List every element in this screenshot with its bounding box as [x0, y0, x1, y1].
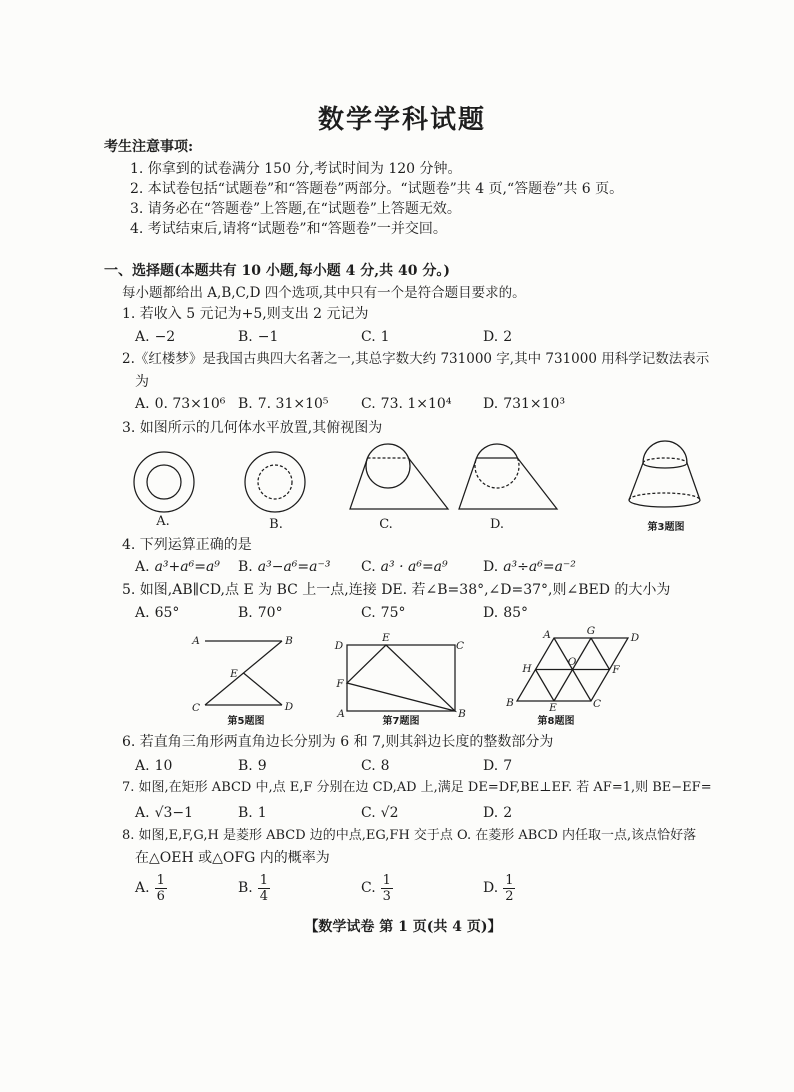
numerator: 1: [156, 872, 165, 888]
notice-item-1: 1. 你拿到的试卷满分 150 分,考试时间为 120 分钟。: [130, 161, 462, 177]
point-label-d: D: [334, 640, 344, 652]
notice-item-2: 2. 本试卷包括“试题卷”和“答题卷”两部分。“试题卷”共 4 页,“答题卷”共 6 页。: [130, 181, 624, 197]
point-label-a: A: [192, 635, 200, 647]
option-text: 0. 73×10⁶: [154, 396, 226, 412]
segment-he: [536, 670, 555, 702]
option-text: a³ · a⁶=a⁹: [380, 559, 448, 575]
point-label-g: G: [586, 625, 596, 637]
point-label-b: B: [285, 635, 293, 647]
option-label: A.: [135, 396, 150, 412]
option-label: B.: [238, 329, 253, 345]
q3-figure-label-a: A.: [156, 514, 170, 529]
trapezoid: [459, 458, 557, 509]
option-label: B.: [238, 805, 253, 821]
option-label: A.: [135, 605, 150, 621]
option-label: A.: [135, 329, 150, 345]
option-text: 1: [257, 805, 267, 821]
q7-figure-caption: 第7题图: [382, 716, 420, 727]
q3-figure-label-b: B.: [269, 517, 283, 532]
q3-stem: 3. 如图所示的几何体水平放置,其俯视图为: [122, 420, 383, 436]
option-label: C.: [361, 880, 376, 896]
option-label: C.: [361, 329, 376, 345]
top-ellipse-front: [643, 463, 687, 468]
option-text: 70°: [257, 605, 283, 621]
point-label-d: D: [630, 632, 640, 644]
q1-stem: 1. 若收入 5 元记为+5,则支出 2 元记为: [122, 306, 369, 322]
point-label-c: C: [592, 698, 602, 710]
option-label: D.: [483, 396, 499, 412]
option-label: A.: [135, 758, 150, 774]
segment-gf: [591, 638, 610, 670]
option-text: 10: [154, 758, 173, 774]
frustum-left-side: [629, 463, 643, 500]
option-label: D.: [483, 880, 499, 896]
page-footer: 【数学试卷 第 1 页(共 4 页)】: [304, 919, 502, 935]
point-label-e: E: [230, 668, 238, 680]
option-label: C.: [361, 805, 376, 821]
notice-item-4: 4. 考试结束后,请将“试题卷”和“答题卷”一并交回。: [130, 221, 447, 237]
numerator: 1: [382, 872, 391, 888]
option-label: B.: [238, 758, 253, 774]
base-ellipse-back: [629, 493, 700, 500]
option-text: 7: [503, 758, 513, 774]
q5-figure: [191, 635, 294, 727]
top-ellipse-back: [643, 458, 687, 463]
option-label: A.: [135, 805, 150, 821]
option-label: C.: [361, 758, 376, 774]
q3-solid-figure: [629, 441, 700, 507]
q8-figure-caption: 第8题图: [537, 716, 575, 727]
base-ellipse-front: [629, 500, 700, 507]
option-text: a³÷a⁶=a⁻²: [503, 559, 576, 575]
point-label-o: O: [567, 656, 577, 668]
option-label: D.: [483, 605, 499, 621]
inner-circle: [147, 465, 181, 499]
point-label-c: C: [455, 640, 465, 652]
numerator: 1: [259, 872, 269, 888]
option-text: 9: [257, 758, 267, 774]
point-label-e: E: [549, 702, 557, 714]
point-label-a: A: [337, 708, 345, 720]
point-label-f: F: [612, 664, 620, 676]
point-label-d: D: [284, 701, 294, 713]
option-label: C.: [361, 559, 376, 575]
q6-stem: 6. 若直角三角形两直角边长分别为 6 和 7,则其斜边长度的整数部分为: [122, 734, 554, 750]
option-text: a³−a⁶=a⁻³: [257, 559, 331, 575]
option-text: 1: [380, 329, 390, 345]
top-circle: [366, 444, 410, 488]
triangle-efb: [347, 645, 455, 711]
option-label: C.: [361, 605, 376, 621]
option-label: D.: [483, 805, 499, 821]
option-label: B.: [238, 396, 253, 412]
q8-stem: 8. 如图,E,F,G,H 是菱形 ABCD 边的中点,EG,FH 交于点 O. 在菱形 ABCD 内任取一点,该点恰好落: [122, 828, 697, 843]
option-text: √2: [380, 805, 399, 821]
option-text: 2: [503, 805, 513, 821]
q3-figure-caption: 第3题图: [647, 522, 685, 533]
section-instruction: 每小题都给出 A,B,C,D 四个选项,其中只有一个是符合题目要求的。: [122, 285, 526, 301]
upper-arc: [477, 444, 518, 458]
point-label-e: E: [382, 632, 390, 644]
q3-option-d-figure: [459, 444, 557, 509]
q3-figure-label-c: C.: [379, 517, 393, 532]
q2-stem: 2.《红楼梦》是我国古典四大名著之一,其总字数大约 731000 字,其中 731000 用科学记数法表示: [122, 351, 710, 367]
q7-figure: [334, 632, 466, 727]
outer-circle: [245, 452, 305, 512]
point-label-b: B: [458, 708, 466, 720]
option-label: D.: [483, 329, 499, 345]
q3-option-c-figure: [350, 444, 448, 509]
point-label-a: A: [543, 629, 551, 641]
option-text: 7. 31×10⁵: [257, 396, 329, 412]
q7-stem: 7. 如图,在矩形 ABCD 中,点 E,F 分别在边 CD,AD 上,满足 DE=DF,BE⊥EF. 若 AF=1,则 BE−EF=: [122, 780, 712, 795]
option-text: 65°: [154, 605, 180, 621]
option-text: 2: [503, 329, 513, 345]
option-text: 73. 1×10⁴: [380, 396, 452, 412]
denominator: 2: [505, 888, 514, 904]
notice-heading: 考生注意事项:: [104, 139, 194, 155]
q8-figure: [505, 625, 640, 727]
option-label: B.: [238, 559, 253, 575]
section-heading: 一、选择题(本题共有 10 小题,每小题 4 分,共 40 分。): [104, 263, 450, 279]
point-label-b: B: [506, 697, 514, 709]
option-text: 85°: [503, 605, 529, 621]
q5-figure-caption: 第5题图: [227, 716, 265, 727]
q3-figure-label-d: D.: [489, 517, 505, 532]
q8-stem-continued: 在△OEH 或△OFG 内的概率为: [135, 850, 330, 866]
numerator: 1: [505, 872, 514, 888]
option-text: 8: [380, 758, 390, 774]
q3-option-b-figure: [245, 452, 305, 512]
option-text: −1: [257, 329, 279, 345]
lower-dashed-arc: [475, 458, 519, 488]
inner-dashed-circle: [258, 465, 292, 499]
denominator: 4: [259, 888, 269, 904]
option-label: A.: [135, 559, 150, 575]
option-label: B.: [238, 605, 253, 621]
option-label: C.: [361, 396, 376, 412]
exam-title: 数学学科试题: [317, 105, 486, 135]
point-label-h: H: [522, 663, 532, 675]
option-text: 731×10³: [503, 396, 566, 412]
option-label: D.: [483, 559, 499, 575]
option-label: A.: [135, 880, 150, 896]
denominator: 6: [156, 888, 165, 904]
segment-ed: [244, 673, 283, 705]
point-label-f: F: [336, 678, 344, 690]
q5-stem: 5. 如图,AB∥CD,点 E 为 BC 上一点,连接 DE. 若∠B=38°,∠D=37°,则∠BED 的大小为: [122, 582, 671, 598]
outer-circle: [134, 452, 194, 512]
option-label: D.: [483, 758, 499, 774]
q3-option-a-figure: [134, 452, 194, 512]
option-text: −2: [154, 329, 176, 345]
option-text: a³+a⁶=a⁹: [154, 559, 220, 575]
q2-stem-continued: 为: [135, 374, 149, 390]
option-label: B.: [238, 880, 253, 896]
option-text: √3−1: [154, 805, 194, 821]
point-label-c: C: [191, 702, 201, 714]
denominator: 3: [382, 888, 391, 904]
rectangle-abcd: [347, 645, 455, 711]
trapezoid: [350, 458, 448, 509]
q4-stem: 4. 下列运算正确的是: [122, 537, 252, 553]
option-text: 75°: [380, 605, 406, 621]
notice-item-3: 3. 请务必在“答题卷”上答题,在“试题卷”上答题无效。: [130, 201, 461, 217]
